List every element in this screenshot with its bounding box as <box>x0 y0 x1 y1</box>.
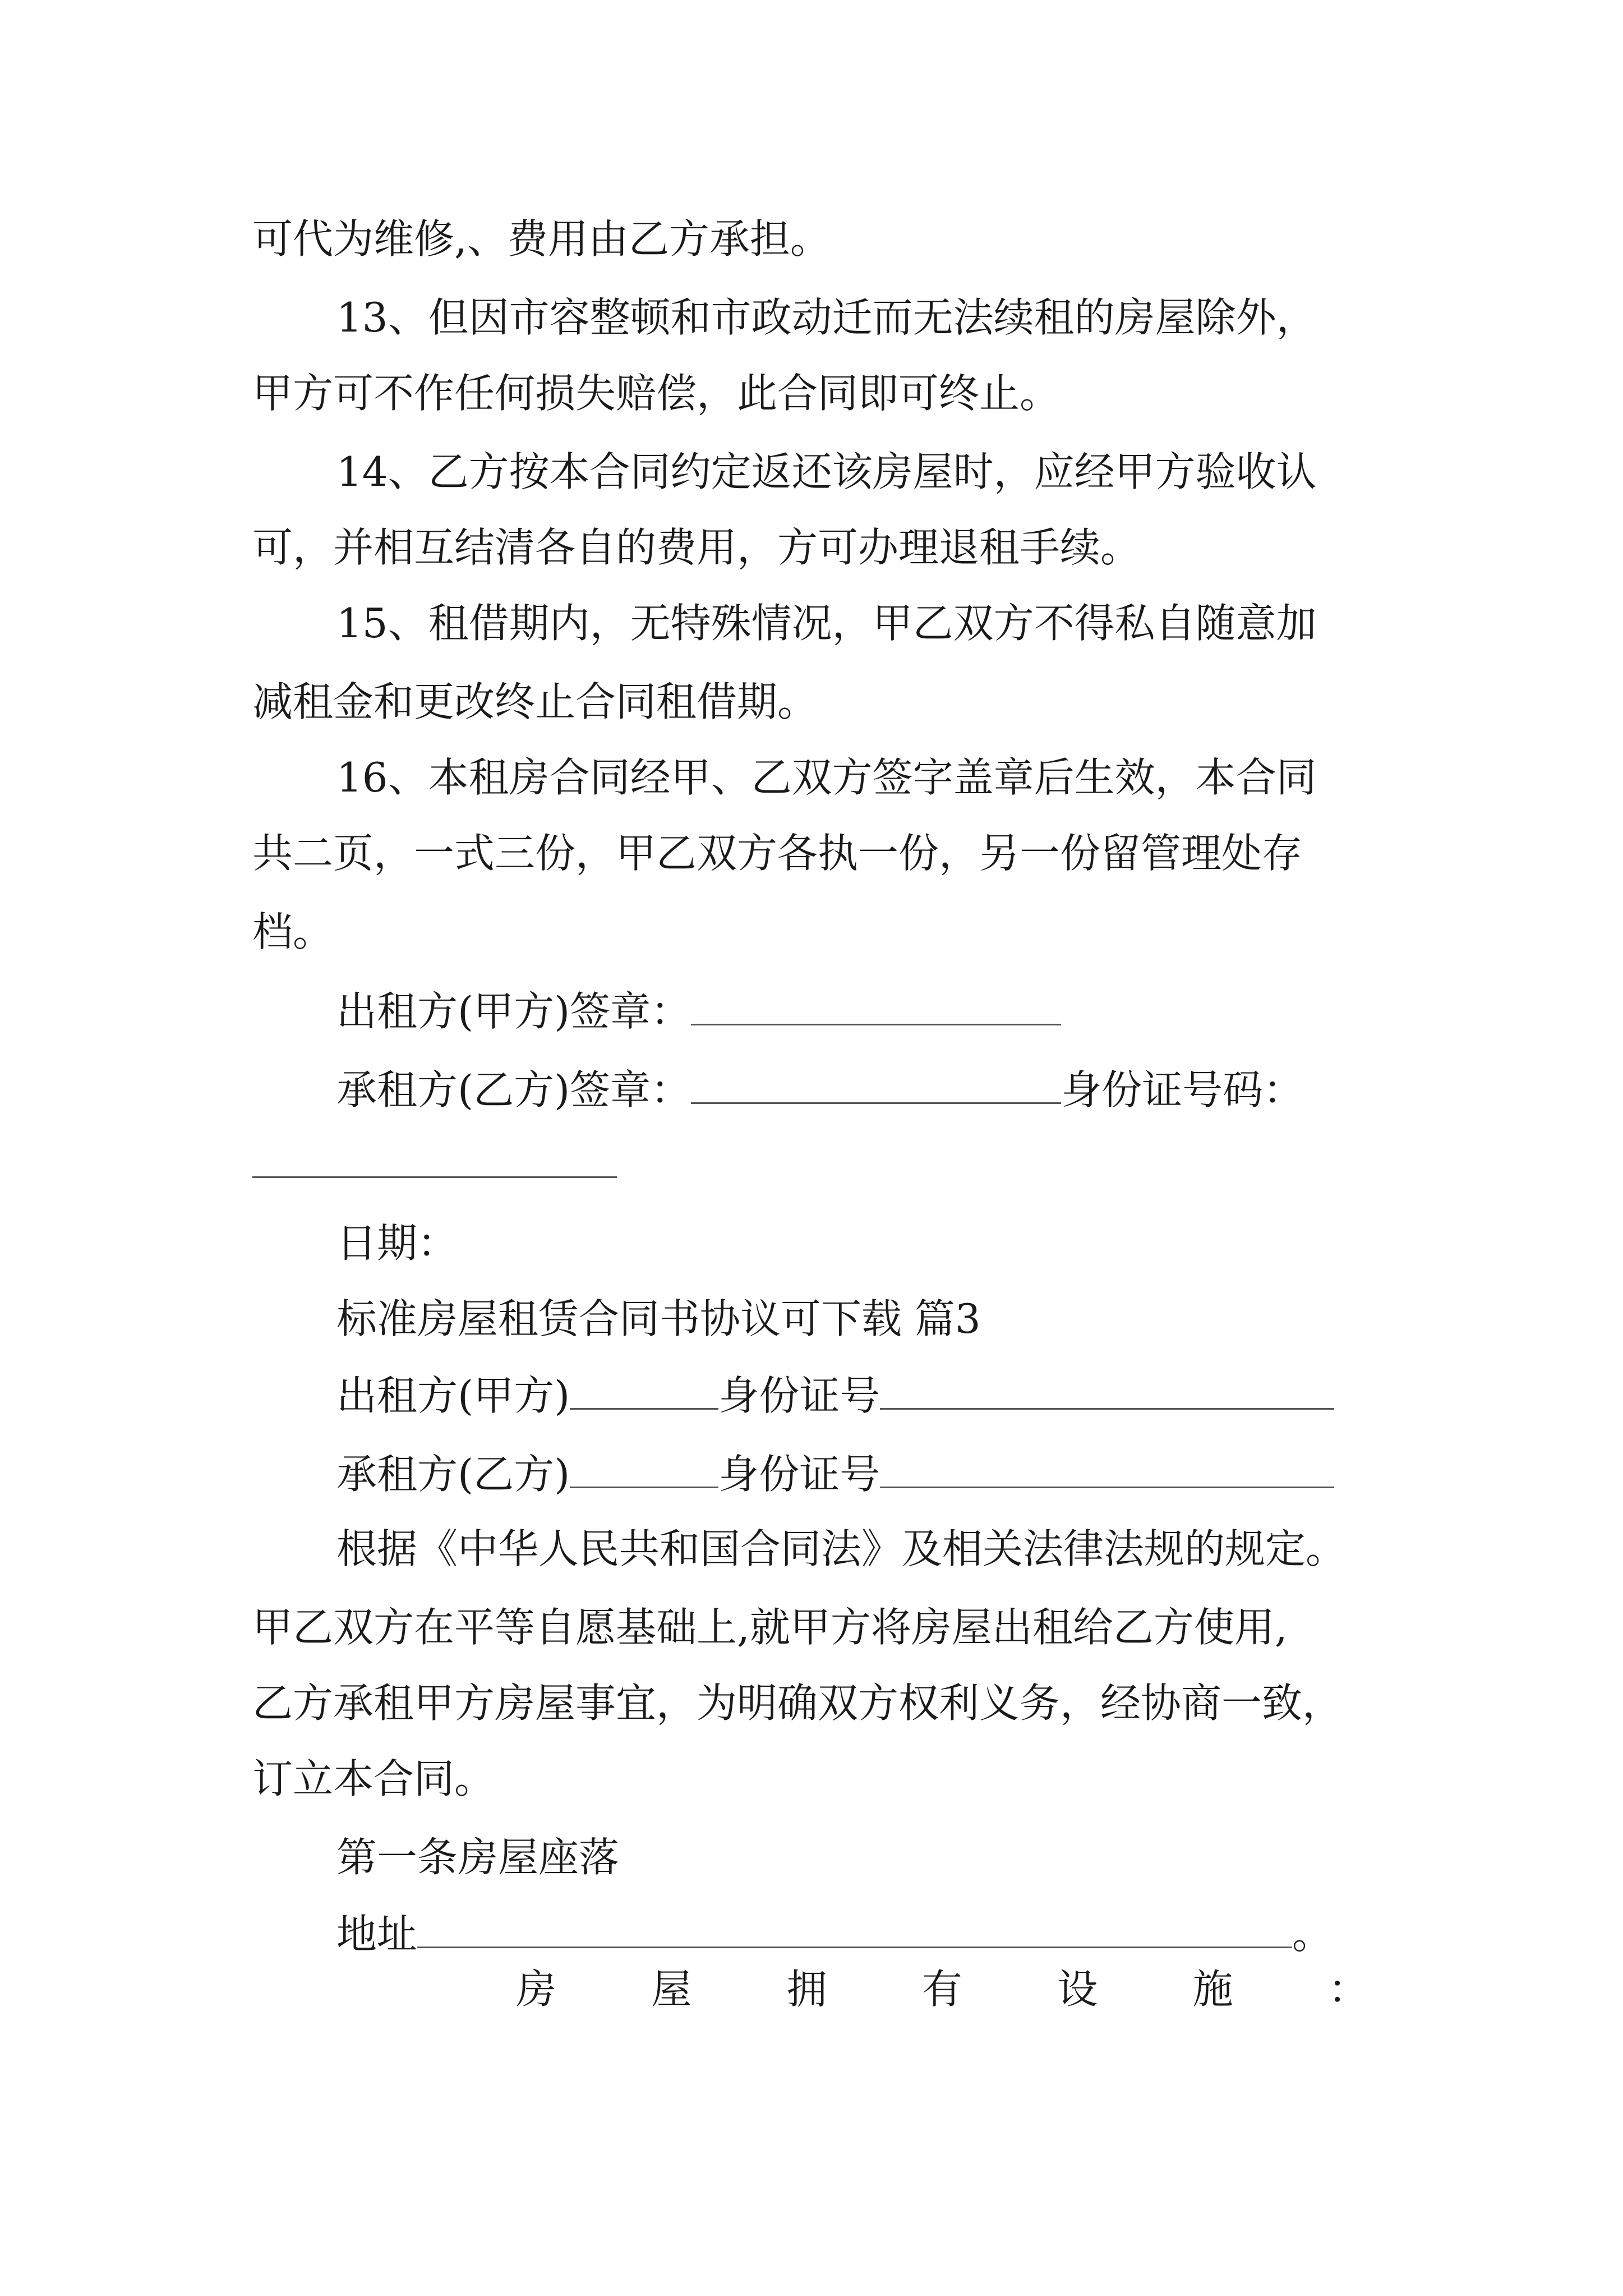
text-line: 档。 <box>252 908 334 955</box>
text-line: 甲方可不作任何损失赔偿，此合同即可终止。 <box>252 370 1061 417</box>
clause-13-line: 13、但因市容整顿和市政动迁而无法续租的房屋除外， <box>336 294 1317 341</box>
address-label: 地址 <box>336 1911 418 1958</box>
lessee-signature-row <box>336 1066 1304 1114</box>
lessor-party-row <box>336 1372 1334 1419</box>
lessor-signature-blank[interactable] <box>691 990 1061 1025</box>
preamble-line: 乙方承租甲方房屋事宜，为明确双方权利义务，经协商一致， <box>252 1680 1343 1727</box>
clause-15-line: 15、租借期内，无特殊情况，甲乙双方不得私自随意加 <box>336 600 1317 647</box>
lessee-party-label: 承租方(乙方) <box>336 1451 570 1498</box>
address-row <box>336 1911 1333 1958</box>
facilities-char: 有 <box>921 1966 962 2013</box>
lessee-id-blank[interactable] <box>880 1453 1334 1488</box>
text-line: 共二页，一式三份，甲乙双方各执一份，另一份留管理处存 <box>252 830 1303 877</box>
lessor-name-blank[interactable] <box>570 1374 718 1410</box>
preamble-line: 订立本合同。 <box>252 1755 495 1802</box>
lessee-signature-label: 承租方(乙方)签章： <box>336 1066 691 1114</box>
facilities-char: 房 <box>516 1966 557 2013</box>
preamble-line: 根据《中华人民共和国合同法》及相关法律法规的规定。 <box>336 1525 1347 1572</box>
id-number-label: 身份证号码： <box>1061 1066 1304 1114</box>
date-label: 日期： <box>336 1220 458 1267</box>
facilities-row <box>516 1966 1368 2013</box>
lessor-signature-row <box>336 988 1061 1035</box>
address-end: 。 <box>1292 1911 1333 1958</box>
clause-14-line: 14、乙方按本合同约定返还该房屋时，应经甲方验收认 <box>336 448 1317 495</box>
preamble-line: 甲乙双方在平等自愿基础上,就甲方将房屋出租给乙方使用, <box>252 1604 1288 1651</box>
facilities-char: 设 <box>1057 1966 1098 2013</box>
article-1-title: 第一条房屋座落 <box>336 1834 620 1881</box>
lessor-party-label: 出租方(甲方) <box>336 1372 570 1419</box>
lessee-id-label: 身份证号 <box>718 1451 880 1498</box>
facilities-char: ： <box>1327 1966 1368 2013</box>
text-line: 可，并相互结清各自的费用，方可办理退租手续。 <box>252 524 1141 571</box>
lessor-id-blank[interactable] <box>880 1374 1334 1410</box>
address-blank[interactable] <box>417 1913 1292 1948</box>
lessee-name-blank[interactable] <box>570 1453 718 1488</box>
lessee-signature-blank[interactable] <box>691 1069 1061 1104</box>
facilities-char: 屋 <box>651 1966 692 2013</box>
clause-16-line: 16、本租房合同经甲、乙双方签字盖章后生效，本合同 <box>336 754 1317 801</box>
facilities-char: 拥 <box>786 1966 827 2013</box>
id-number-blank[interactable] <box>252 1176 617 1178</box>
lessor-id-label: 身份证号 <box>718 1372 880 1419</box>
lessee-party-row <box>336 1451 1334 1498</box>
lessor-signature-label: 出租方(甲方)签章： <box>336 988 691 1035</box>
text-line: 减租金和更改终止合同租借期。 <box>252 678 818 725</box>
facilities-char: 施 <box>1192 1966 1233 2013</box>
section-heading: 标准房屋租赁合同书协议可下载 篇3 <box>336 1295 981 1342</box>
text-line: 可代为维修,、费用由乙方承担。 <box>252 215 831 263</box>
